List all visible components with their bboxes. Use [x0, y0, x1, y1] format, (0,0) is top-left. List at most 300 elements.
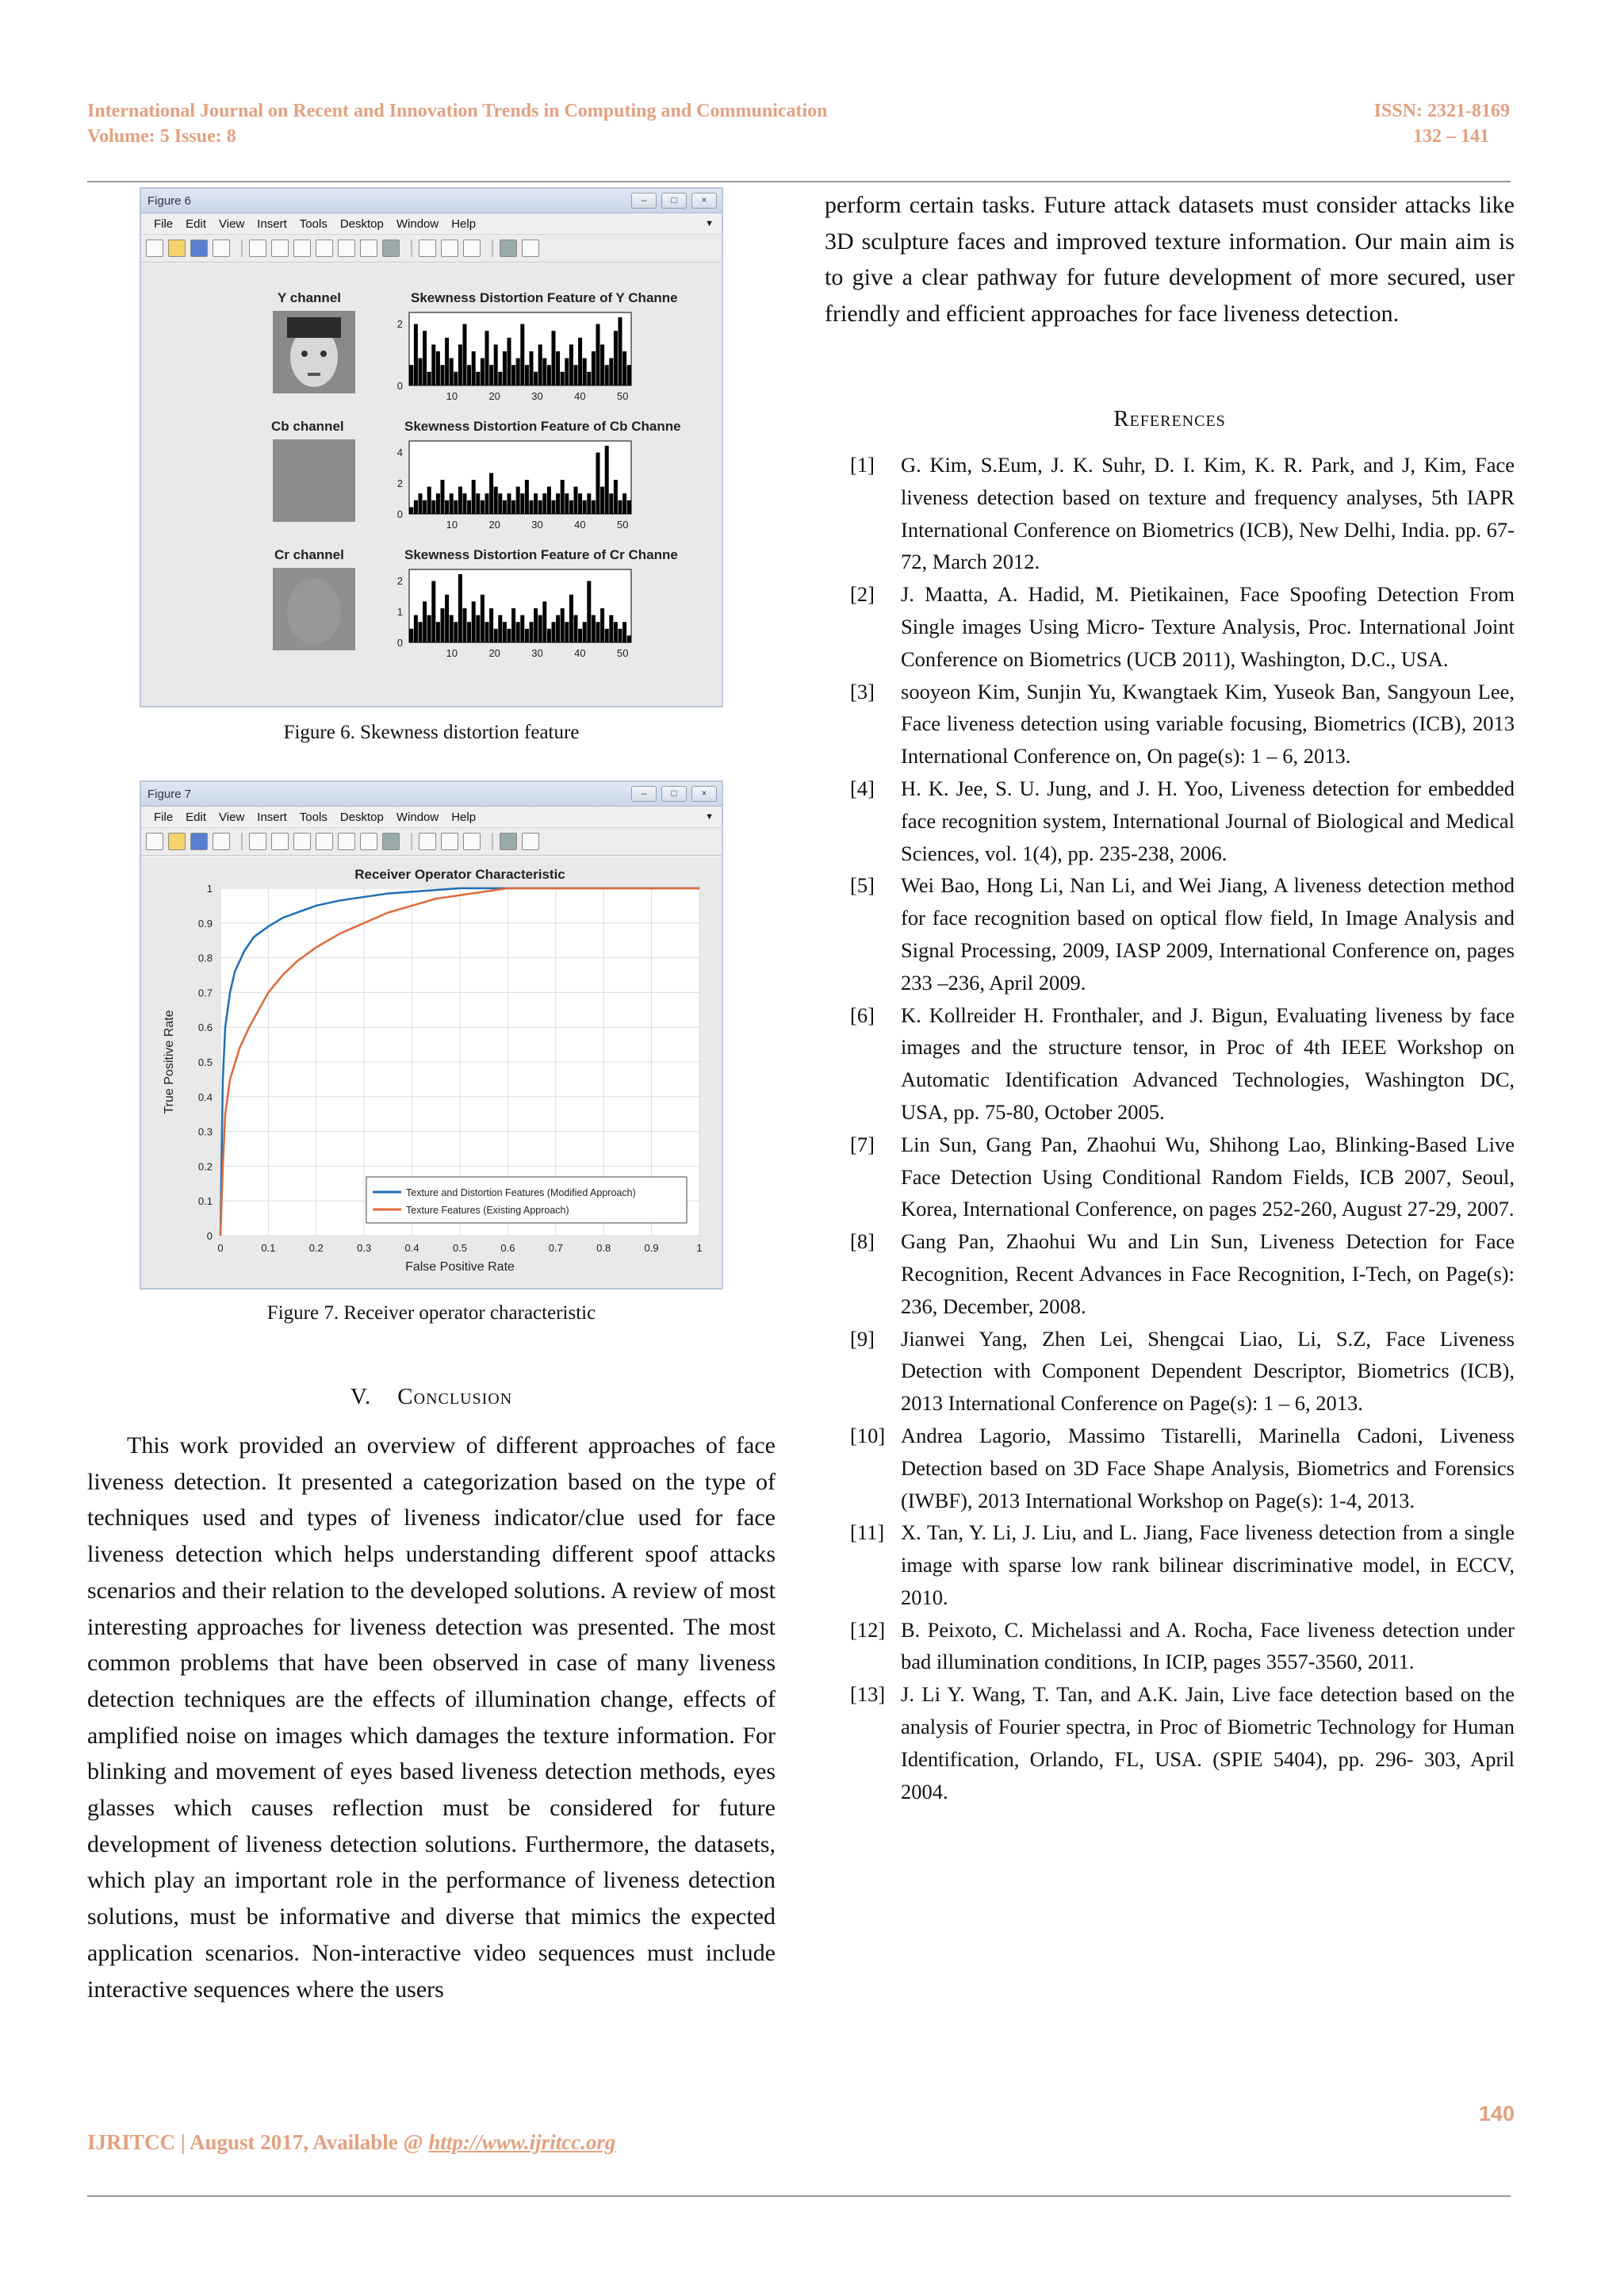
histogram-bar — [419, 358, 423, 385]
histogram-bar — [530, 622, 534, 642]
print-icon[interactable] — [213, 833, 230, 850]
histogram-bar — [511, 608, 515, 642]
y-tick-label: 0.5 — [197, 1056, 213, 1068]
reference-number: [1] — [850, 453, 875, 477]
histogram-bar — [454, 622, 458, 642]
footer-link[interactable]: http://www.ijritcc.org — [428, 2130, 616, 2154]
x-tick-label: 30 — [531, 647, 543, 659]
menu-item-file[interactable]: File — [154, 217, 174, 231]
brush-icon[interactable] — [382, 240, 400, 257]
panel-label-cr: Cr channel — [274, 547, 344, 562]
zoom-in-icon[interactable] — [271, 240, 289, 257]
y-tick-label: 2 — [396, 477, 403, 489]
histogram-bar — [619, 629, 622, 642]
reference-number: [2] — [850, 582, 875, 607]
close-icon[interactable]: × — [691, 786, 717, 802]
reference-item — [850, 1614, 1515, 1679]
x-axis-label: False Positive Rate — [405, 1260, 515, 1274]
histogram-bar — [627, 365, 631, 385]
histogram-bar — [441, 480, 445, 514]
menu-item-tools[interactable]: Tools — [299, 810, 327, 824]
histogram-bar — [561, 608, 565, 642]
histogram-bar — [622, 493, 626, 514]
histogram-bar — [485, 331, 489, 385]
reference-item — [850, 578, 1515, 675]
reference-item — [850, 1225, 1515, 1322]
histogram-bar — [534, 372, 538, 385]
histogram-bar — [530, 500, 534, 514]
histogram-bar — [574, 615, 578, 642]
histogram-bar — [441, 365, 445, 385]
x-tick-label: 0 — [217, 1242, 224, 1254]
maximize-icon[interactable]: □ — [661, 786, 687, 802]
histogram-bar — [436, 622, 440, 642]
histogram-bar — [481, 500, 485, 514]
conclusion-continued — [825, 187, 1515, 332]
y-channel-face-image — [273, 311, 355, 393]
figure6-canvas — [141, 263, 722, 706]
histogram-bar — [574, 487, 578, 514]
menu-item-desktop[interactable]: Desktop — [339, 217, 384, 231]
histogram-bar — [445, 338, 449, 385]
histogram-bar — [503, 622, 507, 642]
histogram-bar — [489, 473, 493, 514]
histogram-bar — [467, 365, 471, 385]
reference-item — [850, 869, 1515, 999]
cr-channel-face-image — [273, 568, 355, 650]
histogram-bar — [569, 500, 573, 514]
histogram-bar — [556, 351, 560, 385]
reference-item — [850, 999, 1515, 1129]
reference-text: K. Kollreider H. Fronthaler, and J. Bigun, Evaluating liveness by face images and the structure tensor, in Proc of 4th IEEE Workshop on Automatic Identification Advanced Technologies, Washington DC, USA, pp. 75-80, October 2005. — [901, 1002, 1515, 1124]
histogram-bar — [525, 480, 529, 514]
reference-number: [11] — [850, 1520, 885, 1545]
x-tick-label: 50 — [616, 390, 629, 402]
figure6-toolbar — [141, 235, 722, 263]
x-tick-label: 20 — [488, 647, 500, 659]
histogram-bar — [569, 344, 573, 385]
y-tick-label: 0.1 — [197, 1195, 213, 1208]
zoom-in-icon[interactable] — [271, 833, 289, 850]
histogram-bar — [605, 629, 609, 642]
histogram-bar — [476, 615, 480, 642]
x-tick-label: 1 — [696, 1242, 703, 1254]
figure7-menubar — [141, 807, 722, 828]
histogram-bar — [472, 480, 476, 514]
histogram-bar — [578, 493, 582, 514]
show-plot-tools-icon[interactable] — [522, 240, 539, 257]
conclusion-continued-text: perform certain tasks. Future attack datasets must consider attacks like 3D sculpture faces and improved texture information. Our main aim is to give a clear pathway for future development of more secured, user friendly and efficient approaches for face liveness detection. — [825, 192, 1515, 328]
histogram-bar — [605, 365, 609, 385]
x-tick-label: 20 — [488, 519, 500, 531]
histogram-bar — [614, 622, 618, 642]
histogram-bar — [494, 344, 498, 385]
y-tick-label: 0 — [396, 508, 403, 520]
histogram-bar — [587, 581, 591, 642]
histogram-bar — [508, 338, 511, 385]
y-tick-label: 0.9 — [197, 917, 213, 930]
minimize-icon[interactable]: – — [631, 786, 657, 802]
histogram-bar — [561, 372, 565, 385]
reference-item — [850, 1516, 1515, 1613]
x-tick-label: 0.3 — [357, 1242, 372, 1254]
y-channel-skewness-chart — [373, 306, 642, 411]
histogram-bar — [583, 500, 587, 514]
histogram-bar — [458, 574, 462, 642]
histogram-bar — [467, 500, 471, 514]
menu-item-desktop[interactable]: Desktop — [339, 810, 384, 824]
histogram-bar — [556, 615, 560, 642]
histogram-bar — [534, 608, 538, 642]
histogram-bar — [409, 629, 413, 642]
y-tick-label: 0.8 — [197, 952, 213, 964]
y-tick-label: 4 — [396, 447, 403, 458]
menu-overflow-icon[interactable]: ▼ — [705, 812, 714, 822]
histogram-bar — [619, 500, 622, 514]
reference-text: Lin Sun, Gang Pan, Zhaohui Wu, Shihong Lao, Blinking-Based Live Face Detection Using Conditional Random Fields, ICB 2007, Seoul, Korea, International Conference, on pages 252-260, August 27-29, 2007. — [901, 1132, 1515, 1221]
cb-channel-skewness-chart — [373, 435, 642, 539]
histogram-bar — [485, 622, 489, 642]
figure7-canvas — [141, 857, 722, 1288]
histogram-bar — [511, 365, 515, 385]
reference-text: Jianwei Yang, Zhen Lei, Shengcai Liao, Li, S.Z, Face Liveness Detection with Component Dependent Descriptor, Biometrics (ICB), 2013 International Conference on Page(s): 1 – 6, 2013. — [901, 1326, 1515, 1416]
histogram-bar — [525, 629, 529, 642]
histogram-bar — [419, 493, 423, 514]
open-file-icon[interactable] — [168, 240, 186, 257]
histogram-bar — [458, 344, 462, 385]
x-tick-label: 20 — [488, 390, 500, 402]
reference-text: Gang Pan, Zhaohui Wu and Lin Sun, Liveness Detection for Face Recognition, Recent Advances in Face Recognition, I-Tech, on Page(s): 236, December, 2008. — [901, 1229, 1515, 1318]
histogram-bar — [534, 493, 538, 514]
legend-entry: Texture Features (Existing Approach) — [406, 1205, 569, 1216]
histogram-bar — [600, 608, 604, 642]
histogram-bar — [489, 365, 493, 385]
y-axis-label: True Positive Rate — [163, 1010, 176, 1114]
footer-rule — [87, 2195, 1511, 2197]
y-tick-label: 0 — [206, 1230, 213, 1242]
edit-plot-icon[interactable] — [249, 240, 266, 257]
histogram-bar — [596, 324, 600, 385]
figure6-titlebar — [141, 189, 722, 213]
histogram-bar — [485, 493, 489, 514]
histogram-bar — [472, 601, 476, 642]
histogram-bar — [530, 351, 534, 385]
histogram-bar — [583, 358, 587, 385]
histogram-bar — [538, 344, 542, 385]
histogram-bar — [600, 487, 604, 514]
histogram-bar — [619, 317, 622, 385]
histogram-bar — [498, 493, 502, 514]
histogram-bar — [605, 446, 609, 514]
histogram-bar — [419, 622, 423, 642]
x-tick-label: 10 — [446, 390, 458, 402]
menu-item-view[interactable]: View — [219, 810, 245, 824]
histogram-bar — [414, 324, 418, 385]
open-file-icon[interactable] — [168, 833, 186, 850]
histogram-bar — [450, 493, 454, 514]
figure6-menubar — [141, 213, 722, 235]
toolbar-separator — [241, 833, 243, 850]
histogram-bar — [552, 500, 556, 514]
reference-item — [850, 1420, 1515, 1516]
panel-label-y: Y channel — [278, 290, 341, 305]
chart-title: Receiver Operator Characteristic — [354, 867, 565, 882]
hide-plot-tools-icon[interactable] — [500, 833, 517, 850]
reference-item — [850, 676, 1515, 772]
reference-text: J. Maatta, A. Hadid, M. Pietikainen, Face Spoofing Detection From Single images Using Micro- Texture Analysis, Proc. International Joint Conference on Biometrics (UCB 2011), Washington, D.C., USA. — [901, 582, 1515, 671]
menu-item-help[interactable]: Help — [451, 217, 477, 231]
zoom-out-icon[interactable] — [293, 240, 311, 257]
issn: ISSN: 2321-8169 — [1373, 101, 1510, 121]
data-cursor-icon[interactable] — [360, 833, 377, 850]
reference-text: Wei Bao, Hong Li, Nan Li, and Wei Jiang, A liveness detection method for face recognition based on optical flow field, In Image Analysis and Signal Processing, 2009, IASP 2009, International Conference on, pages 233 –236, April 2009. — [901, 873, 1515, 995]
x-tick-label: 30 — [531, 390, 543, 402]
histogram-bar — [520, 493, 524, 514]
histogram-bar — [583, 622, 587, 642]
figure6-window-title: Figure 6 — [147, 194, 192, 208]
histogram-bar — [436, 493, 440, 514]
y-tick-label: 0.4 — [197, 1091, 213, 1103]
print-icon[interactable] — [213, 240, 230, 257]
conclusion-heading — [87, 1384, 776, 1410]
histogram-bar — [476, 372, 480, 385]
y-tick-label: 0 — [396, 380, 403, 392]
histogram-bar — [445, 500, 449, 514]
y-tick-label: 0 — [396, 637, 403, 649]
histogram-bar — [450, 615, 454, 642]
link-plot-icon[interactable] — [419, 240, 436, 257]
histogram-bar — [445, 595, 449, 642]
x-tick-label: 0.2 — [308, 1242, 324, 1254]
x-tick-label: 40 — [574, 647, 586, 659]
histogram-bar — [423, 601, 427, 642]
legend-box — [366, 1177, 687, 1223]
histogram-bar — [552, 331, 556, 385]
histogram-bar — [520, 615, 524, 642]
histogram-bar — [498, 615, 502, 642]
histogram-bar — [609, 358, 613, 385]
menu-item-help[interactable]: Help — [451, 810, 477, 824]
reference-number: [8] — [850, 1229, 875, 1254]
histogram-bar — [609, 615, 613, 642]
histogram-bar — [587, 493, 591, 514]
histogram-bar — [587, 372, 591, 385]
histogram-bar — [427, 487, 431, 514]
x-tick-label: 0.7 — [548, 1242, 563, 1254]
figure7-window-title: Figure 7 — [147, 787, 192, 801]
histogram-bar — [427, 615, 431, 642]
colorbar-icon[interactable] — [441, 833, 458, 850]
legend-icon[interactable] — [463, 833, 481, 850]
histogram-bar — [463, 608, 467, 642]
histogram-bar — [431, 581, 435, 642]
toolbar-separator — [411, 240, 412, 257]
panel-title-y: Skewness Distortion Feature of Y Channe — [411, 290, 678, 305]
x-tick-label: 40 — [574, 519, 586, 531]
cr-channel-skewness-chart — [373, 563, 642, 668]
figure7-toolbar — [141, 828, 722, 856]
show-plot-tools-icon[interactable] — [522, 833, 539, 850]
histogram-bar — [592, 351, 596, 385]
menu-item-file[interactable]: File — [154, 810, 174, 824]
link-plot-icon[interactable] — [419, 833, 436, 850]
save-icon[interactable] — [190, 240, 208, 257]
histogram-bar — [503, 500, 507, 514]
histogram-bar — [467, 622, 471, 642]
reference-text: G. Kim, S.Eum, J. K. Suhr, D. I. Kim, K. R. Park, and J, Kim, Face liveness detection based on texture and frequency analyses, 5th IAPR International Conference on Biometrics (ICB), New Delhi, India. pp. 67-72, March 2012. — [901, 453, 1515, 574]
histogram-bar — [414, 615, 418, 642]
figure7-window — [140, 780, 723, 1290]
y-tick-label: 1 — [206, 883, 213, 895]
histogram-bar — [516, 622, 520, 642]
reference-text: B. Peixoto, C. Michelassi and A. Rocha, Face liveness detection under bad illumination conditions, In ICIP, pages 3557-3560, 2011. — [901, 1617, 1515, 1674]
toolbar-separator — [492, 833, 493, 850]
figure7-titlebar — [141, 782, 722, 807]
footer-text: IJRITCC | August 2017, Available @ — [87, 2130, 429, 2154]
y-tick-label: 0.2 — [197, 1160, 213, 1173]
brush-icon[interactable] — [382, 833, 400, 850]
histogram-bar — [450, 358, 454, 385]
new-figure-icon[interactable] — [146, 833, 163, 850]
menu-item-view[interactable]: View — [219, 217, 245, 231]
minimize-icon[interactable]: – — [631, 193, 657, 209]
reference-number: [13] — [850, 1682, 886, 1707]
histogram-bar — [578, 338, 582, 385]
toolbar-separator — [492, 240, 493, 257]
histogram-bar — [489, 608, 493, 642]
histogram-bar — [476, 493, 480, 514]
menu-item-insert[interactable]: Insert — [257, 810, 287, 824]
figure7-caption: Figure 7. Receiver operator characteristic — [266, 1302, 596, 1324]
reference-number: [3] — [850, 679, 875, 703]
rotate-icon[interactable] — [338, 240, 355, 257]
histogram-bar — [596, 453, 600, 514]
reference-item — [850, 1678, 1515, 1807]
y-tick-label: 1 — [396, 606, 403, 618]
histogram-bar — [441, 608, 445, 642]
edit-plot-icon[interactable] — [249, 833, 266, 850]
histogram-bar — [423, 500, 427, 514]
histogram-bar — [622, 351, 626, 385]
histogram-bar — [622, 622, 626, 642]
reference-item — [850, 772, 1515, 869]
histogram-bar — [498, 372, 502, 385]
x-tick-label: 30 — [531, 519, 543, 531]
close-icon[interactable]: × — [691, 193, 717, 209]
roc-chart — [141, 857, 722, 1288]
histogram-bar — [458, 487, 462, 514]
histogram-bar — [494, 629, 498, 642]
panel-label-cb: Cb channel — [271, 419, 344, 434]
save-icon[interactable] — [190, 833, 208, 850]
references-heading: References — [1113, 406, 1226, 431]
reference-text: Andrea Lagorio, Massimo Tistarelli, Marinella Cadoni, Liveness Detection based on 3D Face Shape Analysis, Biometrics and Forensics (IWBF), 2013 International Workshop on Page(s): 1-4, 2013. — [901, 1423, 1515, 1512]
reference-number: [12] — [850, 1617, 886, 1642]
histogram-bar — [592, 615, 596, 642]
zoom-out-icon[interactable] — [293, 833, 311, 850]
histogram-bar — [538, 615, 542, 642]
x-tick-label: 0.6 — [500, 1242, 515, 1254]
legend-icon[interactable] — [463, 240, 481, 257]
menu-item-edit[interactable]: Edit — [186, 217, 207, 231]
reference-text: sooyeon Kim, Sunjin Yu, Kwangtaek Kim, Yuseok Ban, Sangyoun Lee, Face liveness detection using variable focusing, Biometrics (ICB), 2013 International Conference on, On page(s): 1 – 6, 2013. — [901, 679, 1515, 769]
menu-item-edit[interactable]: Edit — [186, 810, 207, 824]
page-range: 132 – 141 — [1413, 126, 1489, 147]
histogram-bar — [565, 493, 569, 514]
histogram-bar — [561, 480, 565, 514]
histogram-bar — [454, 372, 458, 385]
histogram-bar — [596, 622, 600, 642]
colorbar-icon[interactable] — [441, 240, 458, 257]
reference-number: [7] — [850, 1132, 875, 1156]
histogram-bar — [423, 331, 427, 385]
x-tick-label: 0.4 — [404, 1242, 419, 1254]
histogram-bar — [463, 324, 467, 385]
pan-icon[interactable] — [316, 240, 333, 257]
menu-item-window[interactable]: Window — [396, 217, 439, 231]
conclusion-paragraph — [87, 1428, 776, 2007]
histogram-bar — [427, 372, 431, 385]
reference-number: [6] — [850, 1002, 875, 1027]
histogram-bar — [508, 629, 511, 642]
histogram-bar — [481, 358, 485, 385]
new-figure-icon[interactable] — [146, 240, 163, 257]
reference-number: [4] — [850, 776, 875, 800]
reference-text: X. Tan, Y. Li, J. Liu, and L. Jiang, Face liveness detection from a single image with sparse low rank bilinear discriminative model, in ECCV, 2010. — [901, 1520, 1515, 1609]
x-tick-label: 10 — [446, 647, 458, 659]
menu-overflow-icon[interactable]: ▼ — [705, 219, 714, 228]
histogram-bar — [556, 493, 560, 514]
x-tick-label: 50 — [616, 647, 629, 659]
histogram-bar — [503, 351, 507, 385]
y-tick-label: 2 — [396, 575, 403, 587]
rotate-icon[interactable] — [338, 833, 355, 850]
reference-text: H. K. Jee, S. U. Jung, and J. H. Yoo, Liveness detection for embedded face recognition system, International Journal of Biological and Medical Sciences, vol. 1(4), pp. 235-238, 2006. — [901, 776, 1515, 865]
figure6-caption: Figure 6. Skewness distortion feature — [283, 722, 580, 743]
x-tick-label: 40 — [574, 390, 586, 402]
histogram-bar — [627, 635, 631, 642]
menu-item-insert[interactable]: Insert — [257, 217, 287, 231]
histogram-bar — [569, 595, 573, 642]
header-rule — [87, 181, 1511, 182]
pan-icon[interactable] — [316, 833, 333, 850]
histogram-bar — [516, 487, 520, 514]
histogram-bar — [538, 500, 542, 514]
menu-item-window[interactable]: Window — [396, 810, 439, 824]
menu-item-tools[interactable]: Tools — [299, 217, 327, 231]
histogram-bar — [542, 358, 546, 385]
histogram-bar — [547, 487, 551, 514]
histogram-bar — [520, 324, 524, 385]
x-tick-label: 0.1 — [261, 1242, 276, 1254]
reference-item — [850, 449, 1515, 578]
histogram-bar — [409, 365, 413, 385]
hide-plot-tools-icon[interactable] — [500, 240, 517, 257]
reference-number: [9] — [850, 1326, 875, 1351]
y-tick-label: 0.3 — [197, 1125, 213, 1138]
x-tick-label: 0.9 — [644, 1242, 659, 1254]
conclusion-text: This work provided an overview of different approaches of face liveness detection. It presented a categorization based on the type of techniques used and types of liveness indicator/clue used for face liveness detection which helps understanding different spoof attacks scenarios and their relation to the developed solutions. A review of most interesting approaches for liveness detection was presented. The most common problems that have been observed in case of many liveness detection techniques are the effects of illumination change, effects of amplified noise on images which damages the texture information. For blinking and movement of eyes based liveness detection methods, eyes glasses which causes reflection must be considered for future development of liveness detection solutions. Furthermore, the datasets, which play an important role in the performance of liveness detection solutions, must be informative and diverse that mimics the expected application scenarios. Non-interactive video sequences must include interactive sequences where the users — [87, 1432, 776, 2003]
histogram-bar — [508, 493, 511, 514]
reference-item — [850, 1323, 1515, 1420]
toolbar-separator — [241, 240, 243, 257]
data-cursor-icon[interactable] — [360, 240, 377, 257]
histogram-bar — [463, 493, 467, 514]
maximize-icon[interactable]: □ — [661, 193, 687, 209]
histogram-bar — [614, 331, 618, 385]
reference-number: [5] — [850, 873, 875, 898]
histogram-bar — [481, 595, 485, 642]
